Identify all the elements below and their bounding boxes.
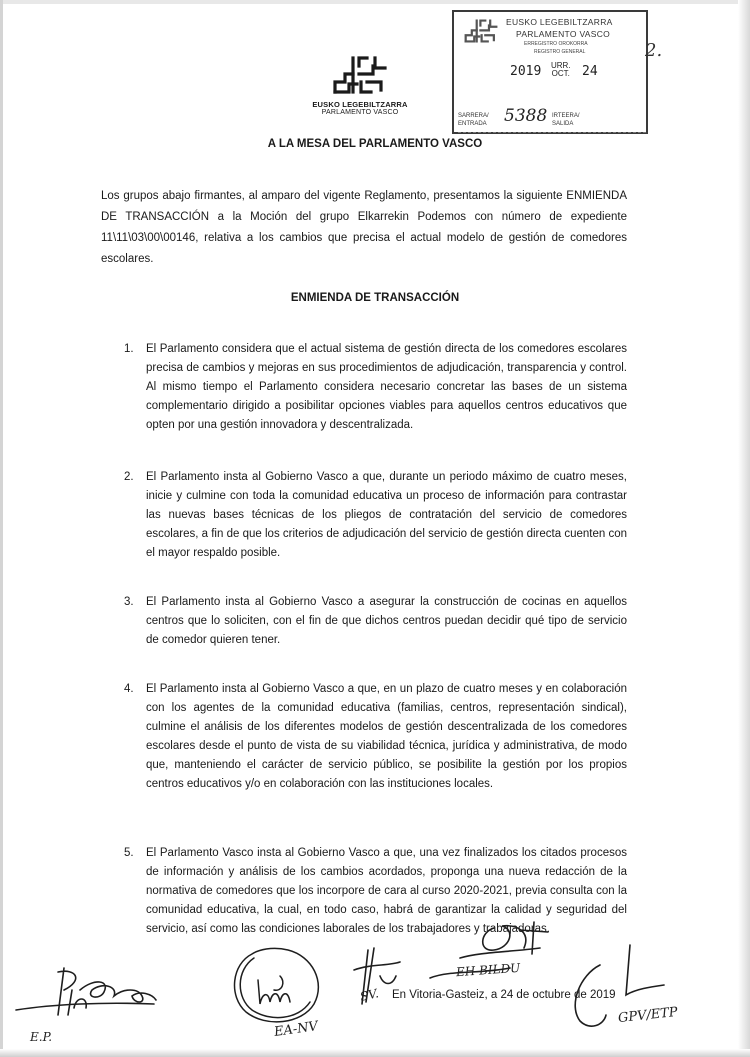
item-text: El Parlamento considera que el actual sistema de gestión directa de los comedores escolares precisa de cambios y mejoras en sus procedimientos de adjudicación, transparencia y control. Al mismo tiempo el Parlamento considera necesario concretar las bases de un sistema complementario dirigido a posibilitar opciones viables para aquellos centros educativos que opten por una gestión innovadora y descentralizada. (146, 343, 627, 431)
amendment-item-2 (124, 468, 627, 563)
stamp-month-basque: URR. (551, 61, 571, 70)
signature-label-sv: SV. (358, 986, 380, 1004)
stamp-day: 24 (582, 64, 598, 79)
scan-edge-bottom (0, 1049, 750, 1057)
stamp-title-basque: EUSKO LEGEBILTZARRA (506, 17, 613, 27)
parliament-logo-icon (329, 52, 391, 98)
item-number: 1. (124, 343, 134, 355)
scan-edge-left (0, 0, 3, 1057)
stamp-registry-basque: ERREGISTRO OROKORRA (524, 41, 588, 47)
stamp-title-spanish: PARLAMENTO VASCO (516, 29, 611, 39)
item-text: El Parlamento insta al Gobierno Vasco a que, en un plazo de cuatro meses y en colaboración con los agentes de la comunidad educativa (familias, centros, representación sindical), culmine el análisis de los diferentes modelos de gestión descentralizada de los comedores escolares desde el punto de vista de su viabilidad técnica, jurídica y administrativa, de modo que, manteniendo el carácter de servicio público, se posibilite la gestión por los propios centros educativos y/o en colaboración con las instituciones locales. (146, 683, 627, 790)
scan-edge-right (738, 0, 750, 1057)
item-text: El Parlamento insta al Gobierno Vasco a asegurar la construcción de cocinas en aquellos centros que lo soliciten, con el fin de que dichos centros puedan decidir qué tipo de servicio de comedor quieren tener. (146, 596, 627, 646)
signature-ep (14, 960, 164, 1030)
signature-label-ep: E.P. (30, 1030, 53, 1044)
scan-edge-top (0, 0, 750, 4)
amendment-item-1 (124, 340, 627, 435)
stamp-logo-icon (462, 16, 500, 46)
logo-text-spanish: PARLAMENTO VASCO (321, 109, 399, 116)
handwritten-page-mark: 2. (645, 40, 663, 61)
stamp-registry-spanish: REGISTRO GENERAL (534, 49, 586, 55)
section-title: ENMIENDA DE TRANSACCIÓN (290, 292, 460, 304)
item-number: 2. (124, 471, 134, 483)
place-and-date: En Vitoria-Gasteiz, a 24 de octubre de 2019 (392, 989, 616, 1001)
parliament-logo-block (290, 52, 430, 116)
item-text: El Parlamento Vasco insta al Gobierno Vasco a que, una vez finalizados los citados procesos de información y análisis de los cambios acordados, proponga una nueva redacción de la normativa de comedores que los incorpore de cara al curso 2020-2021, previa consulta con la comunidad educativa, la cual, en todo caso, habrá de garantizar la calidad y seguridad del servicio, así como las condiciones laborales de los trabajadores y trabajadoras. (146, 847, 627, 935)
signature-label-eh-bildu: EH BILDU (455, 960, 521, 980)
item-number: 3. (124, 596, 134, 608)
stamp-exit-label (552, 112, 580, 128)
stamp-entry-label-basque: SARRERA/ (458, 113, 489, 119)
signature-label-ea-nv: EA-NV (273, 1019, 319, 1040)
stamp-entry-label (458, 112, 489, 128)
item-text: El Parlamento insta al Gobierno Vasco a que, durante un periodo máximo de cuatro meses, inicie y culmine con toda la comunidad educativa un proceso de información para contrastar las nuevas bases técnicas de los pliegos de contratación del servicio de comedores escolares, a fin de que los criterios de adjudicación del servicio de gestión directa cuenten con el mayor respaldo posible. (146, 471, 627, 559)
amendment-item-3 (124, 593, 627, 650)
stamp-dashed-rule (458, 132, 646, 133)
stamp-exit-label-basque: IRTEERA/ (552, 113, 580, 119)
signature-label-gpv: GPV/ETP (617, 1004, 679, 1027)
stamp-year: 2019 (510, 64, 542, 79)
logo-text-basque: EUSKO LEGEBILTZARRA (312, 100, 408, 109)
stamp-entry-label-spanish: ENTRADA (458, 121, 487, 127)
intro-paragraph: Los grupos abajo firmantes, al amparo del vigente Reglamento, presentamos la siguiente ENMIENDA DE TRANSACCIÓN a la Moción del grupo Elkarrekin Podemos con número de expediente 11\11\03\00\00146, relativa a los cambios que precisa el actual modelo de gestión de comedores escolares. (101, 190, 627, 265)
registry-stamp (452, 10, 648, 134)
item-number: 4. (124, 683, 134, 695)
stamp-entry-number: 5388 (504, 106, 548, 126)
signature-elkarrekin (340, 940, 420, 1010)
amendment-item-4 (124, 680, 627, 794)
signature-eh-bildu (420, 918, 560, 992)
item-number: 5. (124, 847, 134, 859)
addressee-heading: A LA MESA DEL PARLAMENTO VASCO (267, 138, 483, 150)
stamp-exit-label-spanish: SALIDA (552, 121, 574, 127)
stamp-month (551, 62, 571, 78)
stamp-month-spanish: OCT. (551, 69, 570, 78)
